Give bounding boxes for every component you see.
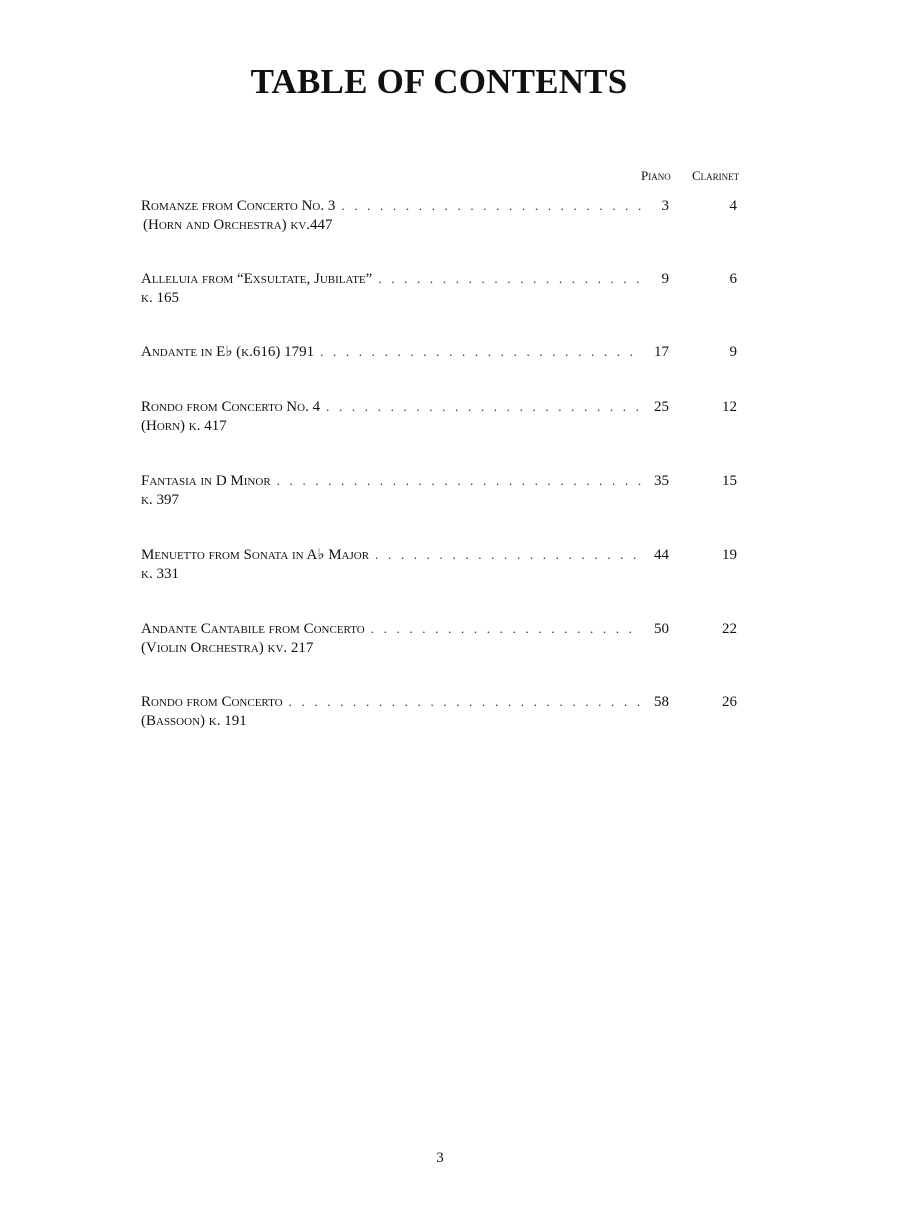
entry-title: Rondo from Concerto No. 4 <box>141 399 321 415</box>
clarinet-page-number: 15 <box>722 473 737 489</box>
piano-page-number: 3 <box>661 198 669 214</box>
toc-entry[interactable] <box>141 472 781 518</box>
dot-leader <box>320 343 641 361</box>
clarinet-page-number: 9 <box>729 344 737 360</box>
page-number: 3 <box>436 1150 444 1166</box>
clarinet-page-number: 22 <box>722 621 737 637</box>
piano-page-number: 25 <box>654 399 669 415</box>
clarinet-page-number: 6 <box>729 271 737 287</box>
clarinet-page-number: 12 <box>722 399 737 415</box>
piano-page-number: 50 <box>654 621 669 637</box>
entry-title: Menuetto from Sonata in A♭ Major <box>141 547 370 563</box>
entry-subtitle: (Horn and Orchestra) kv.447 <box>143 217 333 233</box>
piano-page-number: 35 <box>654 473 669 489</box>
dot-leader <box>371 620 641 638</box>
entry-title: Andante Cantabile from Concerto <box>141 621 365 637</box>
dot-leader <box>378 270 641 288</box>
toc-entry[interactable] <box>141 546 781 592</box>
dot-leader <box>326 398 641 416</box>
toc-entry[interactable] <box>141 197 781 243</box>
dot-leader <box>341 197 641 215</box>
entry-title: Romanze from Concerto No. 3 <box>141 198 336 214</box>
toc-entry[interactable] <box>141 270 781 316</box>
clarinet-page-number: 19 <box>722 547 737 563</box>
clarinet-page-number: 4 <box>729 198 737 214</box>
column-header-piano: Piano <box>641 168 671 183</box>
entry-title: Alleluia from “Exsultate, Jubilate” <box>141 271 373 287</box>
dot-leader <box>375 546 641 564</box>
entry-subtitle: k. 165 <box>141 290 179 306</box>
toc-entry[interactable] <box>141 398 781 444</box>
piano-page-number: 9 <box>661 271 669 287</box>
entry-title: Andante in E♭ (k.616) 1791 <box>141 344 315 360</box>
entry-title: Rondo from Concerto <box>141 694 283 710</box>
dot-leader <box>289 693 641 711</box>
entry-title: Fantasia in D Minor <box>141 473 271 489</box>
toc-entry[interactable] <box>141 343 781 389</box>
column-header-clarinet: Clarinet <box>692 168 740 183</box>
piano-page-number: 44 <box>654 547 669 563</box>
entry-subtitle: k. 331 <box>141 566 179 582</box>
piano-page-number: 58 <box>654 694 669 710</box>
toc-entry[interactable] <box>141 620 781 666</box>
page-title: TABLE OF CONTENTS <box>250 62 628 101</box>
entry-subtitle: (Bassoon) k. 191 <box>141 713 247 729</box>
clarinet-page-number: 26 <box>722 694 737 710</box>
entry-subtitle: k. 397 <box>141 492 179 508</box>
toc-entry[interactable] <box>141 693 781 739</box>
entry-subtitle: (Horn) k. 417 <box>141 418 227 434</box>
dot-leader <box>277 472 641 490</box>
entry-subtitle: (Violin Orchestra) kv. 217 <box>141 640 314 656</box>
piano-page-number: 17 <box>654 344 669 360</box>
